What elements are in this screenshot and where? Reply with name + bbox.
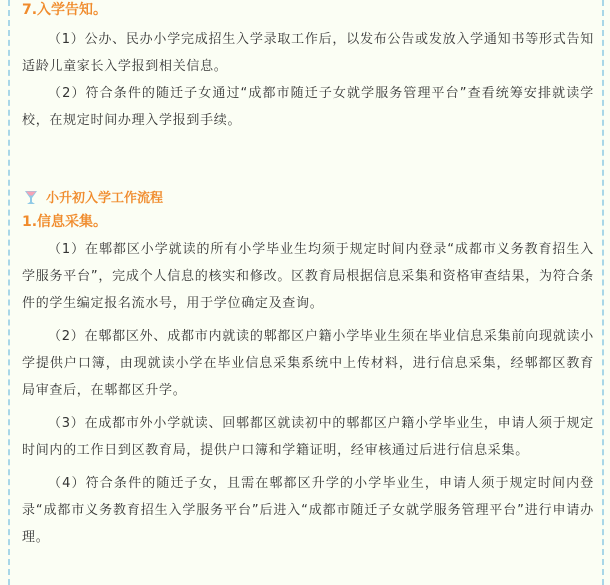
info-paragraph-1: （1）在郫都区小学就读的所有小学毕业生均须于规定时间内登录“成都市义务教育招生入学服务平台”，完成个人信息的核实和修改。区教育局根据信息采集和资格审查结果，为符合条件的学生编定报名流水号，用于学位确定及查询。 — [22, 242, 594, 311]
section-title-text: 小升初入学工作流程 — [46, 191, 164, 206]
notice-paragraph-2: （2）符合条件的随迁子女通过“成都市随迁子女就学服务管理平台”查看统筹安排就读学校，在规定时间办理入学报到手续。 — [22, 86, 594, 128]
sub-heading: 1.信息采集。 — [22, 214, 108, 230]
article-frame — [8, 0, 604, 585]
notice-paragraph-1: （1）公办、民办小学完成招生入学录取工作后，以发布公告或发放入学通知书等形式告知适龄儿童家长入学报到相关信息。 — [22, 32, 594, 74]
cup-icon — [22, 188, 40, 206]
notice-heading: 7.入学告知。 — [22, 2, 108, 18]
info-paragraph-3: （3）在成都市外小学就读、回郫都区就读初中的郫都区户籍小学毕业生，申请人须于规定时间内的工作日到区教育局，提供户口簿和学籍证明，经审核通过后进行信息采集。 — [22, 416, 594, 458]
section-title — [22, 187, 594, 206]
article-content — [22, 0, 594, 551]
info-paragraph-2: （2）在郫都区外、成都市内就读的郫都区户籍小学毕业生须在毕业信息采集前向现就读小学提供户口簿，由现就读小学在毕业信息采集系统中上传材料，进行信息采集，经郫都区教育局审查后，在郫都区升学。 — [22, 329, 594, 398]
info-paragraph-4: （4）符合条件的随迁子女，且需在郫都区升学的小学毕业生，申请人须于规定时间内登录“成都市义务教育招生入学服务平台”后进入“成都市随迁子女就学服务管理平台”进行申请办理。 — [22, 476, 594, 545]
